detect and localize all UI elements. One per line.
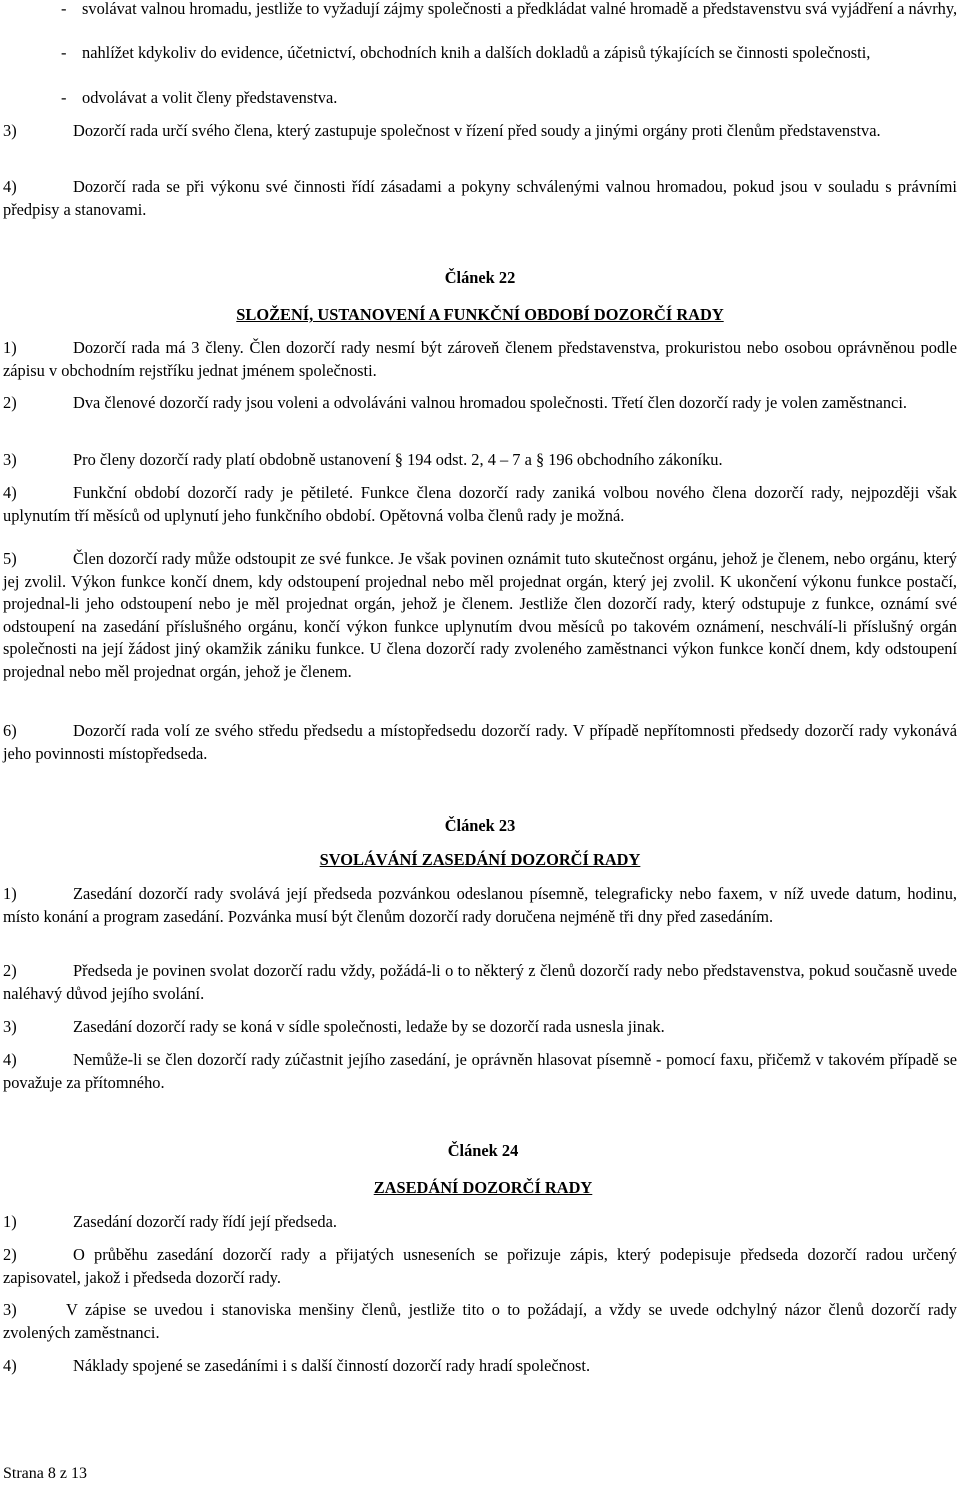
paragraph-text: Dozorčí rada určí svého člena, který zastupuje společnost v řízení před soudy a jinými orgány proti členům představenstva. [73,121,881,140]
paragraph-text: Pro členy dozorčí rady platí obdobně ustanovení § 194 odst. 2, 4 – 7 a § 196 obchodního zákoníku. [73,450,723,469]
bullet-text: nahlížet kdykoliv do evidence, účetnictví, obchodních knih a dalších dokladů a zápisů týkajících se činnosti společnosti, [82,43,871,62]
bullet-text: odvolávat a volit členy představenstva. [82,88,338,107]
paragraph-text: Dva členové dozorčí rady jsou voleni a odvoláváni valnou hromadou společnosti. Třetí člen dozorčí rady je volen zaměstnanci. [73,393,907,412]
article-title: Článek 22 [444,268,516,287]
paragraph-number: 4) [3,483,17,502]
paragraph-text: Náklady spojené se zasedáními i s další činností dozorčí rady hradí společnost. [73,1356,591,1375]
paragraph [3,1244,957,1289]
bullet-dash: - [61,0,67,18]
paragraph-text: V zápise se uvedou i stanoviska menšiny členů, jestliže tito o to požádají, a vždy se uvede odchylný názor členů dozorčí rady zvolených zaměstnanci. [3,1300,957,1342]
paragraph-number: 2) [3,1245,17,1264]
paragraph-number: 2) [3,393,17,412]
paragraph-text: Předseda je povinen svolat dozorčí radu vždy, požádá-li o to některý z členů dozorčí rady nebo představenstva, pokud současně uvede naléhavý důvod jejího svolání. [3,961,957,1003]
paragraph-text: Dozorčí rada má 3 členy. Člen dozorčí rady nesmí být zároveň členem představenstva, prokuristou nebo osobou oprávněnou podle zápisu v obchodním rejstříku jednat jménem společnosti. [3,338,957,380]
paragraph-number: 1) [3,338,17,357]
paragraph-number: 3) [3,1017,17,1036]
paragraph [3,482,957,527]
paragraph-number: 2) [3,961,17,980]
article-title: Článek 23 [444,816,516,835]
paragraph-number: 4) [3,177,17,196]
paragraph [3,960,957,1005]
paragraph [3,392,957,415]
paragraph [3,883,957,928]
paragraph-text: Zasedání dozorčí rady se koná v sídle společnosti, ledaže by se dozorčí rada usnesla jinak. [73,1017,665,1036]
paragraph-number: 4) [3,1356,17,1375]
article-heading: SVOLÁVÁNÍ ZASEDÁNÍ DOZORČÍ RADY [319,850,641,869]
paragraph-text: Dozorčí rada se při výkonu své činnosti řídí zásadami a pokyny schválenými valnou hromadou, pokud jsou v souladu s právními předpisy a stanovami. [3,177,957,219]
article-heading: ZASEDÁNÍ DOZORČÍ RADY [373,1178,593,1197]
paragraph-number: 3) [3,121,17,140]
paragraph [3,449,957,472]
bullet-text: svolávat valnou hromadu, jestliže to vyžadují zájmy společnosti a předkládat valné hromadě a představenstvu svá vyjádření a návrhy, [82,0,958,18]
paragraph-number: 6) [3,721,17,740]
article-title: Článek 24 [447,1141,519,1160]
paragraph-number: 4) [3,1050,17,1069]
paragraph-text: Člen dozorčí rady může odstoupit ze své funkce. Je však povinen oznámit tuto skutečnost orgánu, jehož je členem, nebo orgánu, který jej zvolil. Výkon funkce končí dnem, kdy odstoupení projednal nebo měl projednat orgán, který jej zvolil. K ukončení výkonu funkce postačí, projednal-li jeho odstoupení nebo je měl projednat orgán, jehož je členem. Jestliže člen dozorčí rady, který odstupuje z funkce, oznámí své odstoupení na zasedání příslušného orgánu, končí výkon funkce uplynutím dvou měsíců po takovém oznámení, neschválí-li příslušný orgán společnosti na její žádost jiný okamžik zániku funkce. U člena dozorčí rady zvoleného zaměstnanci výkon funkce končí dnem, kdy odstoupení projednal nebo měl projednat orgán, jehož je členem. [3,549,957,681]
paragraph-text: Dozorčí rada volí ze svého středu předsedu a místopředsedu dozorčí rady. V případě nepřítomnosti předsedy dozorčí rady vykonává jeho povinnosti místopředseda. [3,721,957,763]
paragraph-text: Nemůže-li se člen dozorčí rady zúčastnit jejího zasedání, je oprávněn hlasovat písemně - pomocí faxu, přičemž v takovém případě se považuje za přítomného. [3,1050,957,1092]
bullet-item [62,87,958,110]
paragraph [3,337,957,382]
paragraph-number: 5) [3,549,17,568]
paragraph-text: Zasedání dozorčí rady řídí její předseda. [73,1212,337,1231]
article-heading: SLOŽENÍ, USTANOVENÍ A FUNKČNÍ OBDOBÍ DOZORČÍ RADY [236,305,724,324]
bullet-item [62,42,958,65]
paragraph-number: 1) [3,884,17,903]
paragraph [3,120,957,143]
paragraph-number: 3) [3,450,17,469]
paragraph [3,176,957,221]
paragraph [3,720,957,765]
paragraph-text: O průběhu zasedání dozorčí rady a přijatých usneseních se pořizuje zápis, který podepisuje předseda dozorčí radou určený zapisovatel, jakož i předseda dozorčí rady. [3,1245,957,1287]
paragraph [3,1355,957,1378]
paragraph-text: Zasedání dozorčí rady svolává její předseda pozvánkou odeslanou písemně, telegraficky nebo faxem, v níž uvede datum, hodinu, místo konání a program zasedání. Pozvánka musí být členům dozorčí rady doručena nejméně tři dny před zasedáním. [3,884,957,926]
paragraph [3,1016,957,1039]
paragraph [3,548,957,683]
bullet-item [62,0,958,21]
bullet-dash: - [61,88,67,107]
paragraph-text: Funkční období dozorčí rady je pětileté. Funkce člena dozorčí rady zaniká volbou nového člena dozorčí rady, nejpozději však uplynutím tří měsíců od uplynutí jeho funkčního období. Opětovná volba členů rady je možná. [3,483,957,525]
bullet-dash: - [61,43,67,62]
paragraph-number: 1) [3,1212,17,1231]
paragraph [3,1049,957,1094]
page-number: Strana 8 z 13 [3,1465,87,1482]
paragraph [3,1211,957,1234]
paragraph-number: 3) [3,1300,17,1319]
paragraph [3,1299,957,1344]
